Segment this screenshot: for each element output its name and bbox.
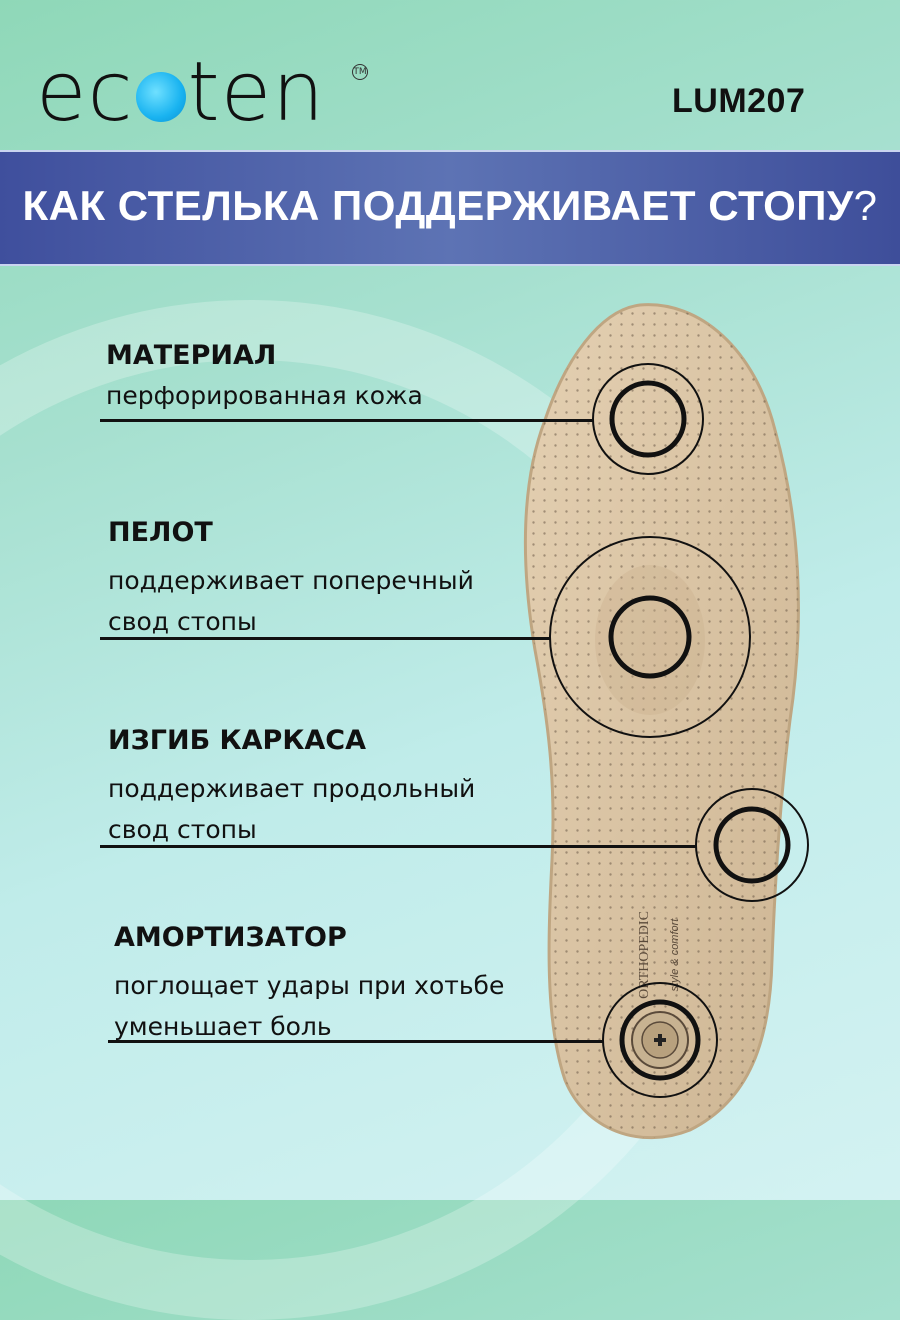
logo-text-right: ten bbox=[187, 45, 326, 140]
feature-description: перфорированная кожа bbox=[106, 381, 423, 410]
model-code: LUM207 bbox=[672, 82, 806, 120]
feature-title: АМОРТИЗАТОР bbox=[114, 922, 347, 953]
callout-line-material bbox=[100, 419, 593, 422]
insole-brand-print: ORTHOPEDIC bbox=[637, 911, 652, 999]
feature-title: МАТЕРИАЛ bbox=[106, 340, 277, 371]
trademark-badge: TM bbox=[352, 64, 368, 80]
feature-pelot bbox=[108, 517, 474, 642]
feature-title: ИЗГИБ КАРКАСА bbox=[108, 725, 366, 756]
insole-tagline-print: style & comfort bbox=[669, 918, 681, 992]
feature-material bbox=[106, 340, 423, 416]
feature-description: поддерживает поперечный bbox=[108, 566, 474, 595]
feature-title: ПЕЛОТ bbox=[108, 517, 213, 548]
feature-absorber bbox=[114, 922, 504, 1047]
feature-description: поддерживает продольный bbox=[108, 774, 476, 803]
feature-description-2: уменьшает боль bbox=[114, 1012, 332, 1041]
banner-title-text: КАК СТЕЛЬКА ПОДДЕРЖИВАЕТ СТОПУ bbox=[22, 182, 854, 229]
feature-description-2: свод стопы bbox=[108, 607, 257, 636]
feature-description: поглощает удары при хотьбе bbox=[114, 971, 505, 1000]
feature-arch bbox=[108, 725, 475, 850]
shock-absorber-badge bbox=[632, 1012, 688, 1068]
banner-question-mark: ? bbox=[853, 182, 878, 229]
feature-description-2: свод стопы bbox=[108, 815, 257, 844]
logo-text-left: ec bbox=[36, 45, 134, 140]
